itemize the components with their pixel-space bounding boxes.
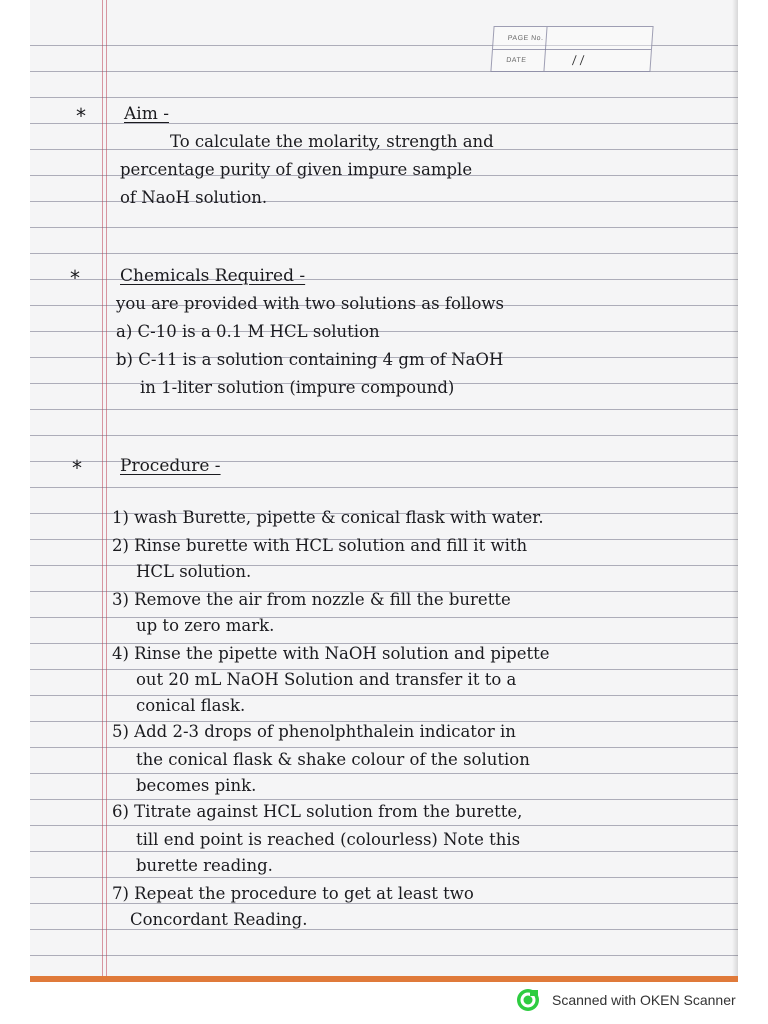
procedure-step-line: Concordant Reading. — [130, 910, 308, 929]
scanner-watermark-text: Scanned with OKEN Scanner — [552, 992, 736, 1008]
procedure-step-line: 3) Remove the air from nozzle & fill the burette — [112, 590, 511, 609]
aim-line: percentage purity of given impure sample — [120, 160, 473, 179]
procedure-step-line: 2) Rinse burette with HCL solution and fill it with — [112, 536, 528, 555]
procedure-bullet-marker: * — [72, 456, 82, 480]
procedure-step-line: the conical flask & shake colour of the solution — [136, 750, 530, 769]
procedure-step-line: becomes pink. — [136, 776, 257, 795]
chemicals-bullet-marker: * — [70, 266, 80, 290]
chemicals-heading: Chemicals Required - — [120, 266, 306, 286]
aim-heading: Aim - — [124, 104, 169, 124]
date-value: / / — [571, 53, 585, 67]
procedure-step-line: up to zero mark. — [136, 616, 275, 635]
page-bottom-strip — [30, 976, 738, 982]
procedure-heading: Procedure - — [120, 456, 221, 476]
chemicals-line: in 1-liter solution (impure compound) — [140, 378, 455, 397]
page-number-label: PAGE No. — [507, 35, 544, 42]
procedure-step-line: 4) Rinse the pipette with NaOH solution and pipette — [112, 644, 550, 663]
page-date-box — [490, 26, 653, 72]
scanner-watermark — [516, 988, 736, 1012]
margin-line — [102, 0, 103, 982]
aim-line: of NaoH solution. — [120, 188, 268, 207]
procedure-step-line: 1) wash Burette, pipette & conical flask with water. — [112, 508, 544, 527]
page-edge-shadow — [732, 0, 738, 982]
procedure-step-line: 7) Repeat the procedure to get at least two — [112, 884, 474, 903]
procedure-step-line: HCL solution. — [136, 562, 252, 581]
chemicals-line: you are provided with two solutions as follows — [116, 294, 504, 313]
chemicals-line: b) C-11 is a solution containing 4 gm of NaOH — [116, 350, 504, 369]
scanner-logo-icon — [516, 988, 540, 1012]
procedure-step-line: out 20 mL NaOH Solution and transfer it to a — [136, 670, 517, 689]
aim-bullet-marker: * — [76, 104, 86, 128]
procedure-step-line: 6) Titrate against HCL solution from the burette, — [112, 802, 523, 821]
procedure-step-line: till end point is reached (colourless) Note this — [136, 830, 521, 849]
procedure-step-line: conical flask. — [136, 696, 246, 715]
date-row — [491, 49, 651, 71]
aim-line: To calculate the molarity, strength and — [170, 132, 494, 151]
date-label: DATE — [505, 57, 527, 64]
procedure-step-line: burette reading. — [136, 856, 273, 875]
margin-line — [106, 0, 107, 982]
procedure-step-line: 5) Add 2-3 drops of phenolphthalein indicator in — [112, 722, 516, 741]
chemicals-line: a) C-10 is a 0.1 M HCL solution — [116, 322, 380, 341]
page-number-row — [493, 27, 653, 50]
